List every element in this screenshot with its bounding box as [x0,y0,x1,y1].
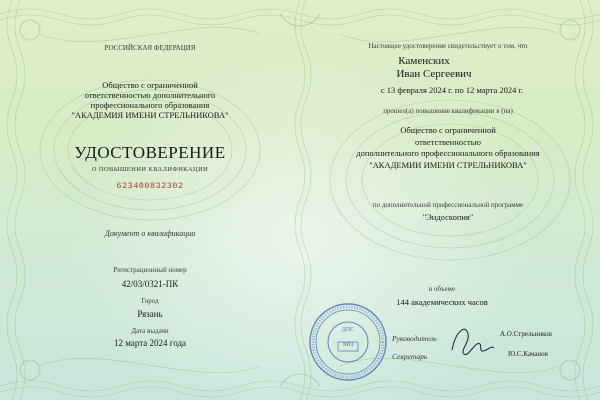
recipient-surname: Каменских [398,55,450,67]
secretary-label: Секретарь [392,352,428,361]
registration-label: Регистрационный номер [113,266,187,274]
country-label: РОССИЙСКАЯ ФЕДЕРАЦИЯ [104,44,196,52]
training-org-line: "АКАДЕМИИ ИМЕНИ СТРЕЛЬНИКОВА" [369,159,527,170]
intro-text: Настоящее удостоверение свидетельствует о том, что [368,42,528,50]
training-organization [338,125,558,171]
issuer-org-line: Общество с ограниченной [102,80,198,90]
recipient-given-names: Иван Сергеевич [396,68,472,80]
training-org-line: Общество с ограниченной [400,125,496,135]
training-org-line: ответственностью [415,136,481,147]
head-label: Руководитель [392,334,437,343]
training-period: с 13 февраля 2024 г. по 12 марта 2024 г. [380,85,524,95]
issuer-organization [50,80,250,120]
document-subtitle: О ПОВЫШЕНИИ КВАЛИФИКАЦИИ [91,166,209,173]
program-name: "Эндоскопия" [422,212,474,222]
passed-training-text: прошел(а) повышение квалификации в (на) [383,107,513,115]
issuer-org-line: "АКАДЕМИЯ ИМЕНИ СТРЕЛЬНИКОВА" [71,110,229,120]
program-intro: по дополнительной профессиональной программе [372,201,524,209]
seal-center-text: МП [342,341,354,348]
training-org-line: дополнительного профессионального образования [356,148,540,158]
city-value: Рязань [137,309,163,319]
issue-date-label: Дата выдачи [131,327,169,335]
serial-number: 623400832302 [116,181,184,191]
document-type: Документ о квалификации [104,229,196,238]
issue-date-value: 12 марта 2024 года [113,338,187,348]
city-label: Город [141,297,159,305]
issuer-org-line: профессионального образования [90,100,210,110]
registration-number: 42/03/0321-ПК [121,279,179,289]
head-name: А.О.Стрельников [500,330,552,338]
volume-value: 144 академических часов [396,297,488,307]
head-signature [446,320,496,360]
secretary-name: Ю.С.Качанов [508,350,548,358]
seal-top-text: ДПС [341,327,355,333]
volume-label: в объеме [428,285,456,293]
document-title: УДОСТОВЕРЕНИЕ [74,143,226,162]
issuer-org-line: ответственностью дополнительного [84,90,216,100]
